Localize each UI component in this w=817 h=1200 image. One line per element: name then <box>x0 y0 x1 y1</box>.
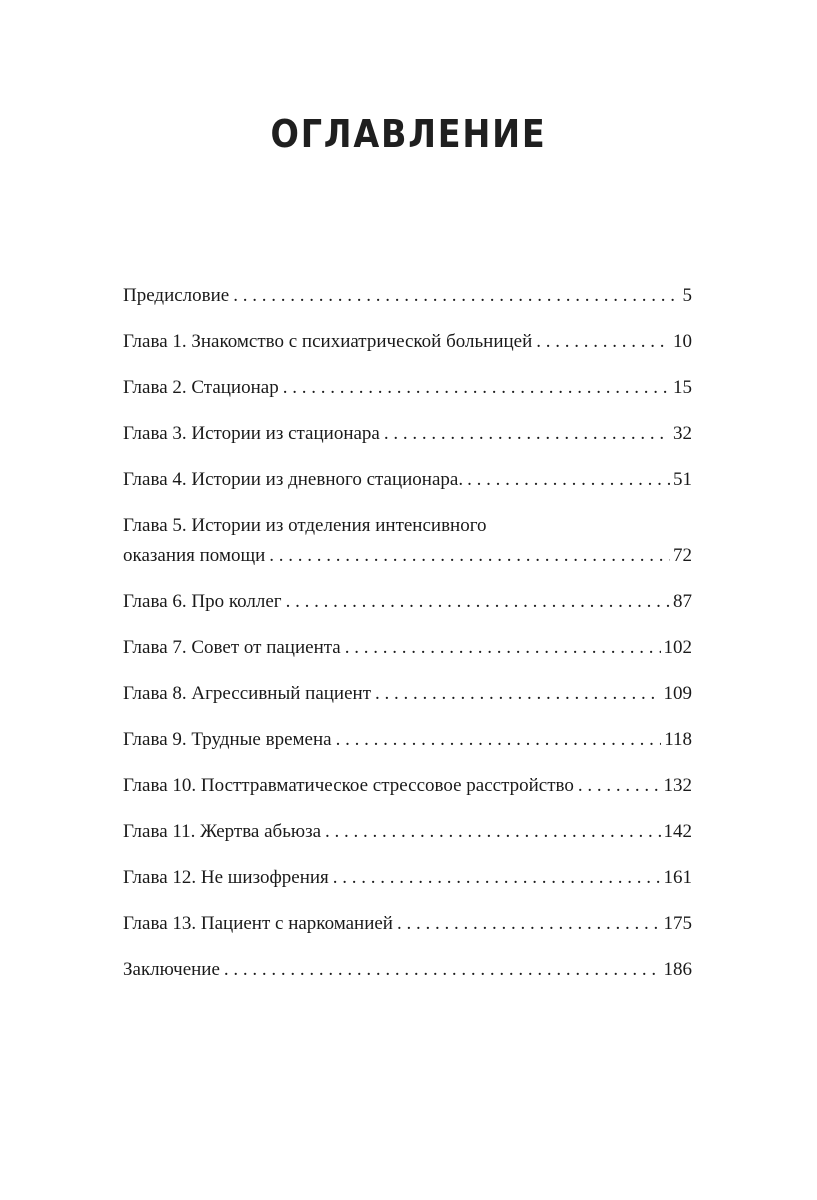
toc-entry-title: Глава 3. Истории из стационара <box>123 423 380 444</box>
dot-leader <box>397 909 661 939</box>
toc-entry-chapter-1 <box>123 327 692 357</box>
toc-entry-chapter-13 <box>123 909 692 939</box>
toc-page-number: 87 <box>673 591 692 612</box>
toc-entry-chapter-10 <box>123 771 692 801</box>
dot-leader <box>325 817 660 847</box>
toc-page-number: 72 <box>673 545 692 566</box>
dot-leader <box>375 679 661 709</box>
toc-entry-chapter-7 <box>123 633 692 663</box>
toc-page-number: 102 <box>663 637 692 658</box>
toc-page-number: 132 <box>663 775 692 796</box>
toc-entry-chapter-3 <box>123 419 692 449</box>
dot-leader <box>269 541 670 571</box>
table-of-contents <box>123 281 692 1001</box>
toc-entry-title: Глава 12. Не шизофрения <box>123 867 329 888</box>
dot-leader <box>536 327 670 357</box>
toc-page-number: 118 <box>664 729 692 750</box>
toc-entry-title: Заключение <box>123 959 220 980</box>
toc-entry-title: Глава 1. Знакомство с психиатрической больницей <box>123 331 533 352</box>
toc-page-number: 51 <box>673 469 692 490</box>
toc-page-number: 161 <box>663 867 692 888</box>
toc-entry-title: Глава 4. Истории из дневного стационара. <box>123 469 464 490</box>
dot-leader <box>333 863 661 893</box>
toc-page-number: 186 <box>663 959 692 980</box>
toc-entry-preface <box>123 281 692 311</box>
toc-entry-title: Глава 11. Жертва абьюза <box>123 821 322 842</box>
toc-entry-title-line1: Глава 5. Истории из отделения интенсивного <box>123 515 487 536</box>
toc-entry-chapter-5 <box>123 511 692 571</box>
toc-page-number: 32 <box>673 423 692 444</box>
toc-entry-chapter-8 <box>123 679 692 709</box>
dot-leader <box>578 771 661 801</box>
dot-leader <box>283 373 670 403</box>
toc-entry-chapter-11 <box>123 817 692 847</box>
toc-entry-title: Глава 2. Стационар <box>123 377 279 398</box>
toc-page-number: 142 <box>663 821 692 842</box>
dot-leader <box>467 465 670 495</box>
dot-leader <box>336 725 662 755</box>
toc-entry-conclusion <box>123 955 692 985</box>
dot-leader <box>233 281 679 311</box>
toc-page-number: 175 <box>663 913 692 934</box>
toc-entry-chapter-2 <box>123 373 692 403</box>
dot-leader <box>224 955 661 985</box>
toc-page-number: 15 <box>673 377 692 398</box>
dot-leader <box>286 587 670 617</box>
toc-entry-chapter-12 <box>123 863 692 893</box>
toc-entry-title-line2: оказания помощи <box>123 545 266 566</box>
toc-page-number: 10 <box>673 331 692 352</box>
toc-entry-title: Предисловие <box>123 285 230 306</box>
dot-leader <box>384 419 670 449</box>
toc-entry-title: Глава 9. Трудные времена <box>123 729 332 750</box>
toc-entry-chapter-4 <box>123 465 692 495</box>
toc-entry-title: Глава 10. Посттравматическое стрессовое расстройство <box>123 775 574 796</box>
toc-entry-title: Глава 13. Пациент с наркоманией <box>123 913 393 934</box>
toc-entry-chapter-6 <box>123 587 692 617</box>
toc-page-number: 109 <box>663 683 692 704</box>
toc-entry-chapter-9 <box>123 725 692 755</box>
toc-entry-title: Глава 6. Про коллег <box>123 591 282 612</box>
toc-page-number: 5 <box>682 285 692 306</box>
page-title: ОГЛАВЛЕНИЕ <box>270 112 547 156</box>
dot-leader <box>345 633 661 663</box>
toc-entry-title: Глава 8. Агрессивный пациент <box>123 683 371 704</box>
toc-entry-title: Глава 7. Совет от пациента <box>123 637 341 658</box>
